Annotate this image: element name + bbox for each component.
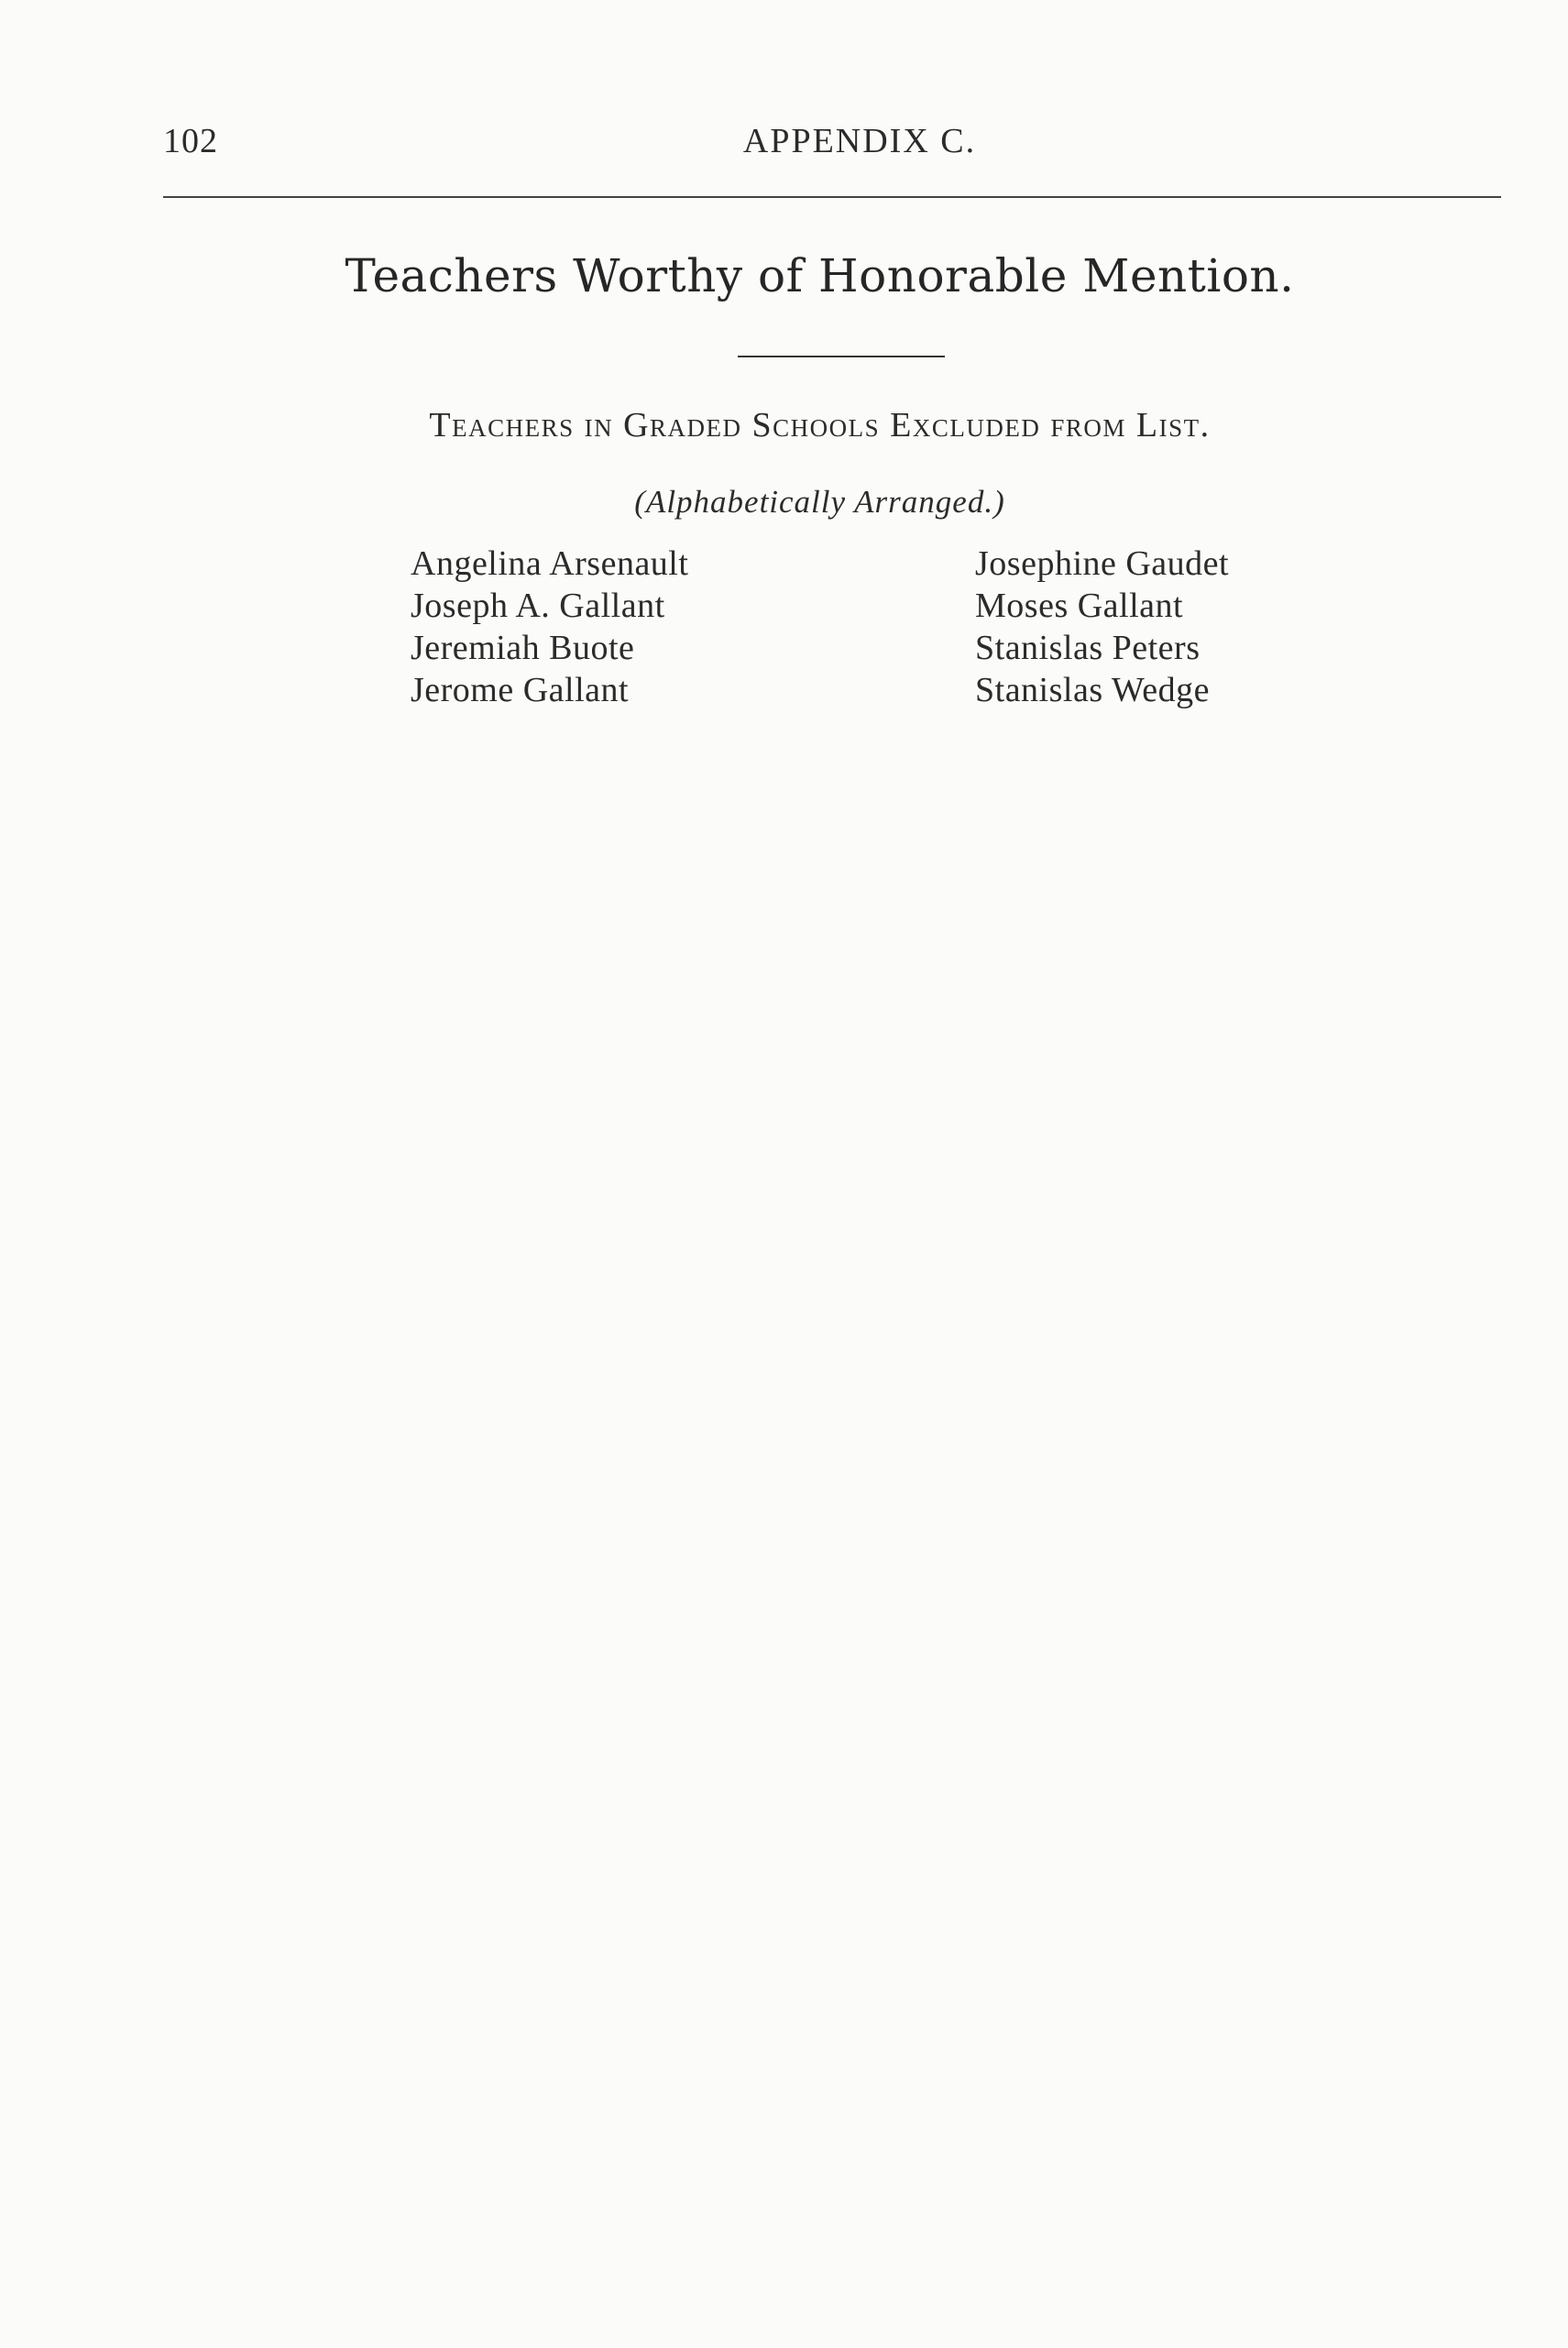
teacher-name: Jerome Gallant — [411, 671, 630, 709]
teacher-name: Moses Gallant — [975, 587, 1184, 625]
arrangement-note: (Alphabetically Arranged.) — [634, 484, 1005, 520]
teacher-name: Stanislas Peters — [975, 629, 1201, 667]
page-number: 102 — [163, 122, 218, 160]
teacher-name: Joseph A. Gallant — [411, 587, 665, 625]
title-divider — [738, 356, 945, 357]
teacher-name: Angelina Arsenault — [411, 544, 689, 583]
running-title: APPENDIX C. — [742, 122, 977, 160]
teacher-name: Jeremiah Buote — [411, 629, 635, 667]
section-heading: Teachers in Graded Schools Excluded from List. — [429, 406, 1211, 444]
running-head — [163, 121, 1501, 176]
page-title: Teachers Worthy of Honorable Mention. — [345, 249, 1295, 302]
header-rule — [163, 196, 1501, 198]
teacher-name: Josephine Gaudet — [975, 544, 1230, 583]
names-right-column — [975, 543, 1229, 711]
teacher-name: Stanislas Wedge — [975, 671, 1210, 709]
names-left-column — [411, 543, 688, 711]
